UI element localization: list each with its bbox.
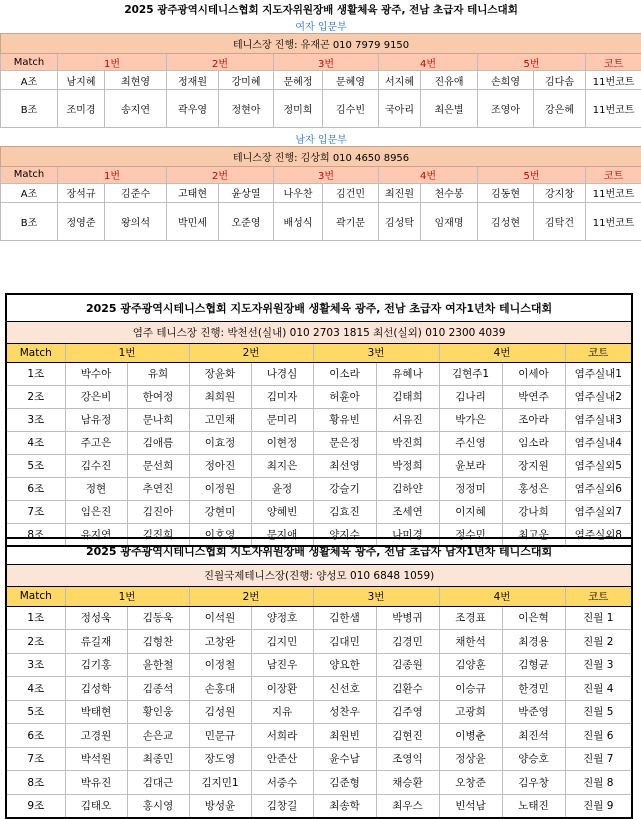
player-name: 박준영 <box>502 700 565 724</box>
header-court: 코트 <box>586 54 641 71</box>
player-name: 김형찬 <box>127 630 189 654</box>
player-name: 남지혜 <box>58 71 105 90</box>
player-name: 최선영 <box>313 454 376 477</box>
player-name: 이소라 <box>313 362 376 385</box>
table-title: 2025 광주광역시테니스협회 지도자위원장배 생활체육 광주, 전남 초급자 남자1년차 테니스대회 <box>6 538 632 564</box>
table-row <box>1 202 641 240</box>
contact-row <box>6 321 632 343</box>
player-name: 이정원 <box>189 477 251 500</box>
player-name: 김대근 <box>127 771 189 795</box>
player-name: 정미희 <box>274 90 323 128</box>
player-name: 이현정 <box>251 431 313 454</box>
table-row <box>6 606 632 630</box>
player-name: 김현주1 <box>439 362 502 385</box>
player-name: 정정미 <box>439 477 502 500</box>
header-slot: 1번 <box>65 586 189 606</box>
table-row <box>6 385 632 408</box>
player-name: 황유빈 <box>313 408 376 431</box>
player-name: 나경심 <box>251 362 313 385</box>
player-name: 김종석 <box>127 677 189 701</box>
player-name: 진유애 <box>421 71 478 90</box>
player-name: 김건민 <box>323 183 379 202</box>
player-name: 이효정 <box>189 431 251 454</box>
match-label: 7조 <box>6 500 65 523</box>
player-name: 최송학 <box>313 794 376 818</box>
player-name: 김효진 <box>313 500 376 523</box>
player-name: 김성탁 <box>379 202 421 240</box>
match-label: 7조 <box>6 747 65 771</box>
player-name: 홍성은 <box>502 477 565 500</box>
player-name: 문은정 <box>313 431 376 454</box>
match-label: 9조 <box>6 794 65 818</box>
player-name: 조경표 <box>439 606 502 630</box>
beginner-schedule-table <box>0 0 641 241</box>
player-name: 오준영 <box>219 202 274 240</box>
player-name: 김우창 <box>502 771 565 795</box>
match-label: B조 <box>1 90 58 128</box>
table-title: 2025 광주광역시테니스협회 지도자위원장배 생활체육 광주, 전남 초급자 테니스대회 <box>1 0 641 18</box>
player-name: 나미경 <box>376 523 439 546</box>
court-label: 진월 1 <box>565 606 632 630</box>
player-name: 양요한 <box>313 653 376 677</box>
player-name: 조미경 <box>58 90 105 128</box>
match-label: 2조 <box>6 385 65 408</box>
player-name: 최진원 <box>379 183 421 202</box>
player-name: 김태오 <box>65 794 127 818</box>
player-name: 이장환 <box>251 677 313 701</box>
player-name: 박병귀 <box>376 606 439 630</box>
player-name: 김동현 <box>478 183 534 202</box>
player-name: 김성현 <box>478 202 534 240</box>
player-name: 성찬우 <box>313 700 376 724</box>
player-name: 방성윤 <box>189 794 251 818</box>
header-court: 코트 <box>565 343 632 362</box>
player-name: 임은진 <box>65 500 127 523</box>
table-row <box>6 500 632 523</box>
player-name: 한여정 <box>127 385 189 408</box>
table-row <box>6 794 632 818</box>
player-name: 류길재 <box>65 630 127 654</box>
match-label: 6조 <box>6 724 65 748</box>
player-name: 임소라 <box>502 431 565 454</box>
table-row <box>6 677 632 701</box>
player-name: 김기홍 <box>65 653 127 677</box>
header-slot: 1번 <box>58 166 167 183</box>
header-slot: 3번 <box>313 586 439 606</box>
player-name: 채한석 <box>439 630 502 654</box>
player-name: 최종민 <box>127 747 189 771</box>
contact-row <box>6 564 632 586</box>
court-label: 염주실내2 <box>565 385 632 408</box>
court-label: 염주실외8 <box>565 523 632 546</box>
court-label: 11번코트 <box>586 90 641 128</box>
player-name: 양승호 <box>502 747 565 771</box>
player-name: 윤수남 <box>313 747 376 771</box>
player-name: 강슬기 <box>313 477 376 500</box>
section-label: 여자 입문부 <box>1 18 641 34</box>
court-label: 진월 9 <box>565 794 632 818</box>
table-row <box>1 183 641 202</box>
player-name: 윤상열 <box>219 183 274 202</box>
player-name: 장윤화 <box>189 362 251 385</box>
header-match: Match <box>6 586 65 606</box>
contact-row <box>1 146 641 166</box>
player-name: 정재원 <box>167 71 219 90</box>
player-name: 천수봉 <box>421 183 478 202</box>
player-name: 강미혜 <box>219 71 274 90</box>
header-slot: 1번 <box>58 54 167 71</box>
player-name: 이호영 <box>189 523 251 546</box>
player-name: 민문규 <box>189 724 251 748</box>
player-name: 김준수 <box>105 183 167 202</box>
match-label: 1조 <box>6 606 65 630</box>
player-name: 최현영 <box>105 71 167 90</box>
player-name: 양지수 <box>313 523 376 546</box>
player-name: 문미리 <box>251 408 313 431</box>
player-name: 조영익 <box>376 747 439 771</box>
player-name: 최희원 <box>189 385 251 408</box>
table-row <box>6 653 632 677</box>
player-name: 고경원 <box>65 724 127 748</box>
header-slot: 5번 <box>478 54 586 71</box>
player-name: 박진희 <box>376 431 439 454</box>
title-row <box>1 0 641 18</box>
player-name: 정수민 <box>439 523 502 546</box>
player-name: 최경용 <box>502 630 565 654</box>
player-name: 서희라 <box>251 724 313 748</box>
match-label: 5조 <box>6 454 65 477</box>
match-label: 4조 <box>6 677 65 701</box>
table-row <box>1 90 641 128</box>
match-label: 6조 <box>6 477 65 500</box>
player-name: 강은비 <box>65 385 127 408</box>
player-name: 문지애 <box>251 523 313 546</box>
player-name: 서유진 <box>376 408 439 431</box>
court-label: 진월 7 <box>565 747 632 771</box>
player-name: 손희영 <box>478 71 534 90</box>
player-name: 강나희 <box>502 500 565 523</box>
match-label: 5조 <box>6 700 65 724</box>
player-name: 장지원 <box>502 454 565 477</box>
header-slot: 1번 <box>65 343 189 362</box>
player-name: 이세아 <box>502 362 565 385</box>
header-slot: 2번 <box>167 54 274 71</box>
header-slot: 4번 <box>379 166 478 183</box>
header-row <box>6 586 632 606</box>
table-row <box>6 771 632 795</box>
player-name: 김미자 <box>251 385 313 408</box>
court-label: 진월 4 <box>565 677 632 701</box>
player-name: 송지연 <box>105 90 167 128</box>
header-match: Match <box>1 54 58 71</box>
contact-info: 진월국제테니스장(진행: 양성모 010 6848 1059) <box>6 564 632 586</box>
player-name: 손홍대 <box>189 677 251 701</box>
player-name: 정현 <box>65 477 127 500</box>
table-row <box>6 454 632 477</box>
player-name: 서중수 <box>251 771 313 795</box>
match-label: 8조 <box>6 771 65 795</box>
player-name: 황인웅 <box>127 700 189 724</box>
player-name: 고광희 <box>439 700 502 724</box>
match-label: A조 <box>1 71 58 90</box>
player-name: 임재명 <box>421 202 478 240</box>
player-name: 빈석남 <box>439 794 502 818</box>
player-name: 문선희 <box>127 454 189 477</box>
player-name: 최우스 <box>376 794 439 818</box>
player-name: 남진우 <box>251 653 313 677</box>
section-label-row <box>1 18 641 34</box>
player-name: 김수진 <box>65 454 127 477</box>
player-name: 박유진 <box>65 771 127 795</box>
court-label: 진월 2 <box>565 630 632 654</box>
header-slot: 3번 <box>274 54 379 71</box>
header-slot: 4번 <box>439 343 565 362</box>
match-label: B조 <box>1 202 58 240</box>
player-name: 윤한철 <box>127 653 189 677</box>
player-name: 노태진 <box>502 794 565 818</box>
player-name: 곽우영 <box>167 90 219 128</box>
player-name: 김다솜 <box>534 71 586 90</box>
player-name: 김종원 <box>376 653 439 677</box>
player-name: 강현미 <box>189 500 251 523</box>
court-label: 염주실내4 <box>565 431 632 454</box>
header-row <box>1 54 641 71</box>
court-label: 11번코트 <box>586 183 641 202</box>
player-name: 정현아 <box>219 90 274 128</box>
player-name: 고민채 <box>189 408 251 431</box>
player-name: 윤정 <box>251 477 313 500</box>
player-name: 박민세 <box>167 202 219 240</box>
men-first-year-table <box>5 537 633 819</box>
court-label: 11번코트 <box>586 71 641 90</box>
header-match: Match <box>1 166 58 183</box>
header-slot: 2번 <box>189 586 313 606</box>
player-name: 한경민 <box>502 677 565 701</box>
player-name: 박수아 <box>65 362 127 385</box>
player-name: 지유 <box>251 700 313 724</box>
player-name: 이병춘 <box>439 724 502 748</box>
player-name: 정성욱 <box>65 606 127 630</box>
header-row <box>6 343 632 362</box>
player-name: 조세연 <box>376 500 439 523</box>
court-label: 염주실외7 <box>565 500 632 523</box>
player-name: 이정철 <box>189 653 251 677</box>
match-label: A조 <box>1 183 58 202</box>
court-label: 진월 6 <box>565 724 632 748</box>
player-name: 최고운 <box>502 523 565 546</box>
player-name: 신선호 <box>313 677 376 701</box>
player-name: 윤보라 <box>439 454 502 477</box>
player-name: 조영아 <box>478 90 534 128</box>
player-name: 김나리 <box>439 385 502 408</box>
header-match: Match <box>6 343 65 362</box>
contact-info: 테니스장 진행: 유재곤 010 7979 9150 <box>1 34 641 54</box>
player-name: 문혜정 <box>274 71 323 90</box>
player-name: 장도영 <box>189 747 251 771</box>
player-name: 김현진 <box>376 724 439 748</box>
match-label: 2조 <box>6 630 65 654</box>
player-name: 박가은 <box>439 408 502 431</box>
player-name: 박태현 <box>65 700 127 724</box>
player-name: 문혜영 <box>323 71 379 90</box>
player-name: 김형균 <box>502 653 565 677</box>
player-name: 이지혜 <box>439 500 502 523</box>
table-row <box>1 71 641 90</box>
table-title: 2025 광주광역시테니스협회 지도자위원장배 생활체육 광주, 전남 초급자 여자1년차 테니스대회 <box>6 294 632 321</box>
title-row <box>6 294 632 321</box>
player-name: 김경민 <box>376 630 439 654</box>
header-court: 코트 <box>565 586 632 606</box>
table-row <box>6 747 632 771</box>
contact-info: 염주 테니스장 진행: 박천선(실내) 010 2703 1815 최선(실외) 010 2300 4039 <box>6 321 632 343</box>
table-row <box>6 408 632 431</box>
player-name: 이은혁 <box>502 606 565 630</box>
player-name: 이석원 <box>189 606 251 630</box>
match-label: 4조 <box>6 431 65 454</box>
player-name: 박정희 <box>376 454 439 477</box>
player-name: 김동욱 <box>127 606 189 630</box>
player-name: 허휸아 <box>313 385 376 408</box>
player-name: 김성학 <box>65 677 127 701</box>
player-name: 김주영 <box>376 700 439 724</box>
player-name: 김환수 <box>376 677 439 701</box>
match-label: 8조 <box>6 523 65 546</box>
section-label-row <box>1 131 641 147</box>
player-name: 정아진 <box>189 454 251 477</box>
table-row <box>6 700 632 724</box>
table-row <box>6 477 632 500</box>
table-row <box>6 724 632 748</box>
player-name: 추연진 <box>127 477 189 500</box>
player-name: 최은별 <box>421 90 478 128</box>
court-label: 염주실내3 <box>565 408 632 431</box>
player-name: 남유정 <box>65 408 127 431</box>
women-first-year-table <box>5 293 633 547</box>
player-name: 최지은 <box>251 454 313 477</box>
header-slot: 4번 <box>379 54 478 71</box>
court-label: 11번코트 <box>586 202 641 240</box>
player-name: 홍시영 <box>127 794 189 818</box>
player-name: 김창길 <box>251 794 313 818</box>
player-name: 강은혜 <box>534 90 586 128</box>
player-name: 김진아 <box>127 500 189 523</box>
match-label: 3조 <box>6 653 65 677</box>
header-slot: 5번 <box>478 166 586 183</box>
player-name: 김지민1 <box>189 771 251 795</box>
contact-info: 테니스장 진행: 김상희 010 4650 8956 <box>1 146 641 166</box>
player-name: 김양훈 <box>439 653 502 677</box>
player-name: 김지민 <box>251 630 313 654</box>
header-slot: 2번 <box>167 166 274 183</box>
contact-row <box>1 34 641 54</box>
section-label: 남자 입문부 <box>1 131 641 147</box>
court-label: 진월 8 <box>565 771 632 795</box>
player-name: 왕의석 <box>105 202 167 240</box>
header-slot: 3번 <box>313 343 439 362</box>
player-name: 김수빈 <box>323 90 379 128</box>
player-name: 정영준 <box>58 202 105 240</box>
court-label: 염주실외5 <box>565 454 632 477</box>
player-name: 김태희 <box>376 385 439 408</box>
title-row <box>6 538 632 564</box>
player-name: 채승환 <box>376 771 439 795</box>
player-name: 고창완 <box>189 630 251 654</box>
court-label: 염주실내1 <box>565 362 632 385</box>
player-name: 유지연 <box>65 523 127 546</box>
player-name: 유혜나 <box>376 362 439 385</box>
player-name: 김대민 <box>313 630 376 654</box>
player-name: 오창준 <box>439 771 502 795</box>
player-name: 고태현 <box>167 183 219 202</box>
header-slot: 3번 <box>274 166 379 183</box>
header-slot: 4번 <box>439 586 565 606</box>
player-name: 안준산 <box>251 747 313 771</box>
player-name: 양정호 <box>251 606 313 630</box>
player-name: 김애름 <box>127 431 189 454</box>
match-label: 3조 <box>6 408 65 431</box>
player-name: 유희 <box>127 362 189 385</box>
player-name: 김한샘 <box>313 606 376 630</box>
player-name: 조아라 <box>502 408 565 431</box>
player-name: 배성식 <box>274 202 323 240</box>
court-label: 염주실외6 <box>565 477 632 500</box>
table-row <box>6 362 632 385</box>
player-name: 박석원 <box>65 747 127 771</box>
table-row <box>6 431 632 454</box>
player-name: 이승규 <box>439 677 502 701</box>
player-name: 최원빈 <box>313 724 376 748</box>
player-name: 나우찬 <box>274 183 323 202</box>
player-name: 주고은 <box>65 431 127 454</box>
player-name: 최진석 <box>502 724 565 748</box>
player-name: 주신영 <box>439 431 502 454</box>
player-name: 서지혜 <box>379 71 421 90</box>
player-name: 김탁건 <box>534 202 586 240</box>
player-name: 김준형 <box>313 771 376 795</box>
player-name: 김하얀 <box>376 477 439 500</box>
player-name: 문나희 <box>127 408 189 431</box>
header-row <box>1 166 641 183</box>
player-name: 곽기문 <box>323 202 379 240</box>
player-name: 김진희 <box>127 523 189 546</box>
player-name: 장석규 <box>58 183 105 202</box>
table-row <box>6 630 632 654</box>
match-label: 1조 <box>6 362 65 385</box>
header-court: 코트 <box>586 166 641 183</box>
player-name: 국아리 <box>379 90 421 128</box>
player-name: 손은교 <box>127 724 189 748</box>
header-slot: 2번 <box>189 343 313 362</box>
player-name: 박연주 <box>502 385 565 408</box>
court-label: 진월 3 <box>565 653 632 677</box>
player-name: 강지창 <box>534 183 586 202</box>
player-name: 정상윤 <box>439 747 502 771</box>
player-name: 양혜빈 <box>251 500 313 523</box>
court-label: 진월 5 <box>565 700 632 724</box>
player-name: 김성원 <box>189 700 251 724</box>
